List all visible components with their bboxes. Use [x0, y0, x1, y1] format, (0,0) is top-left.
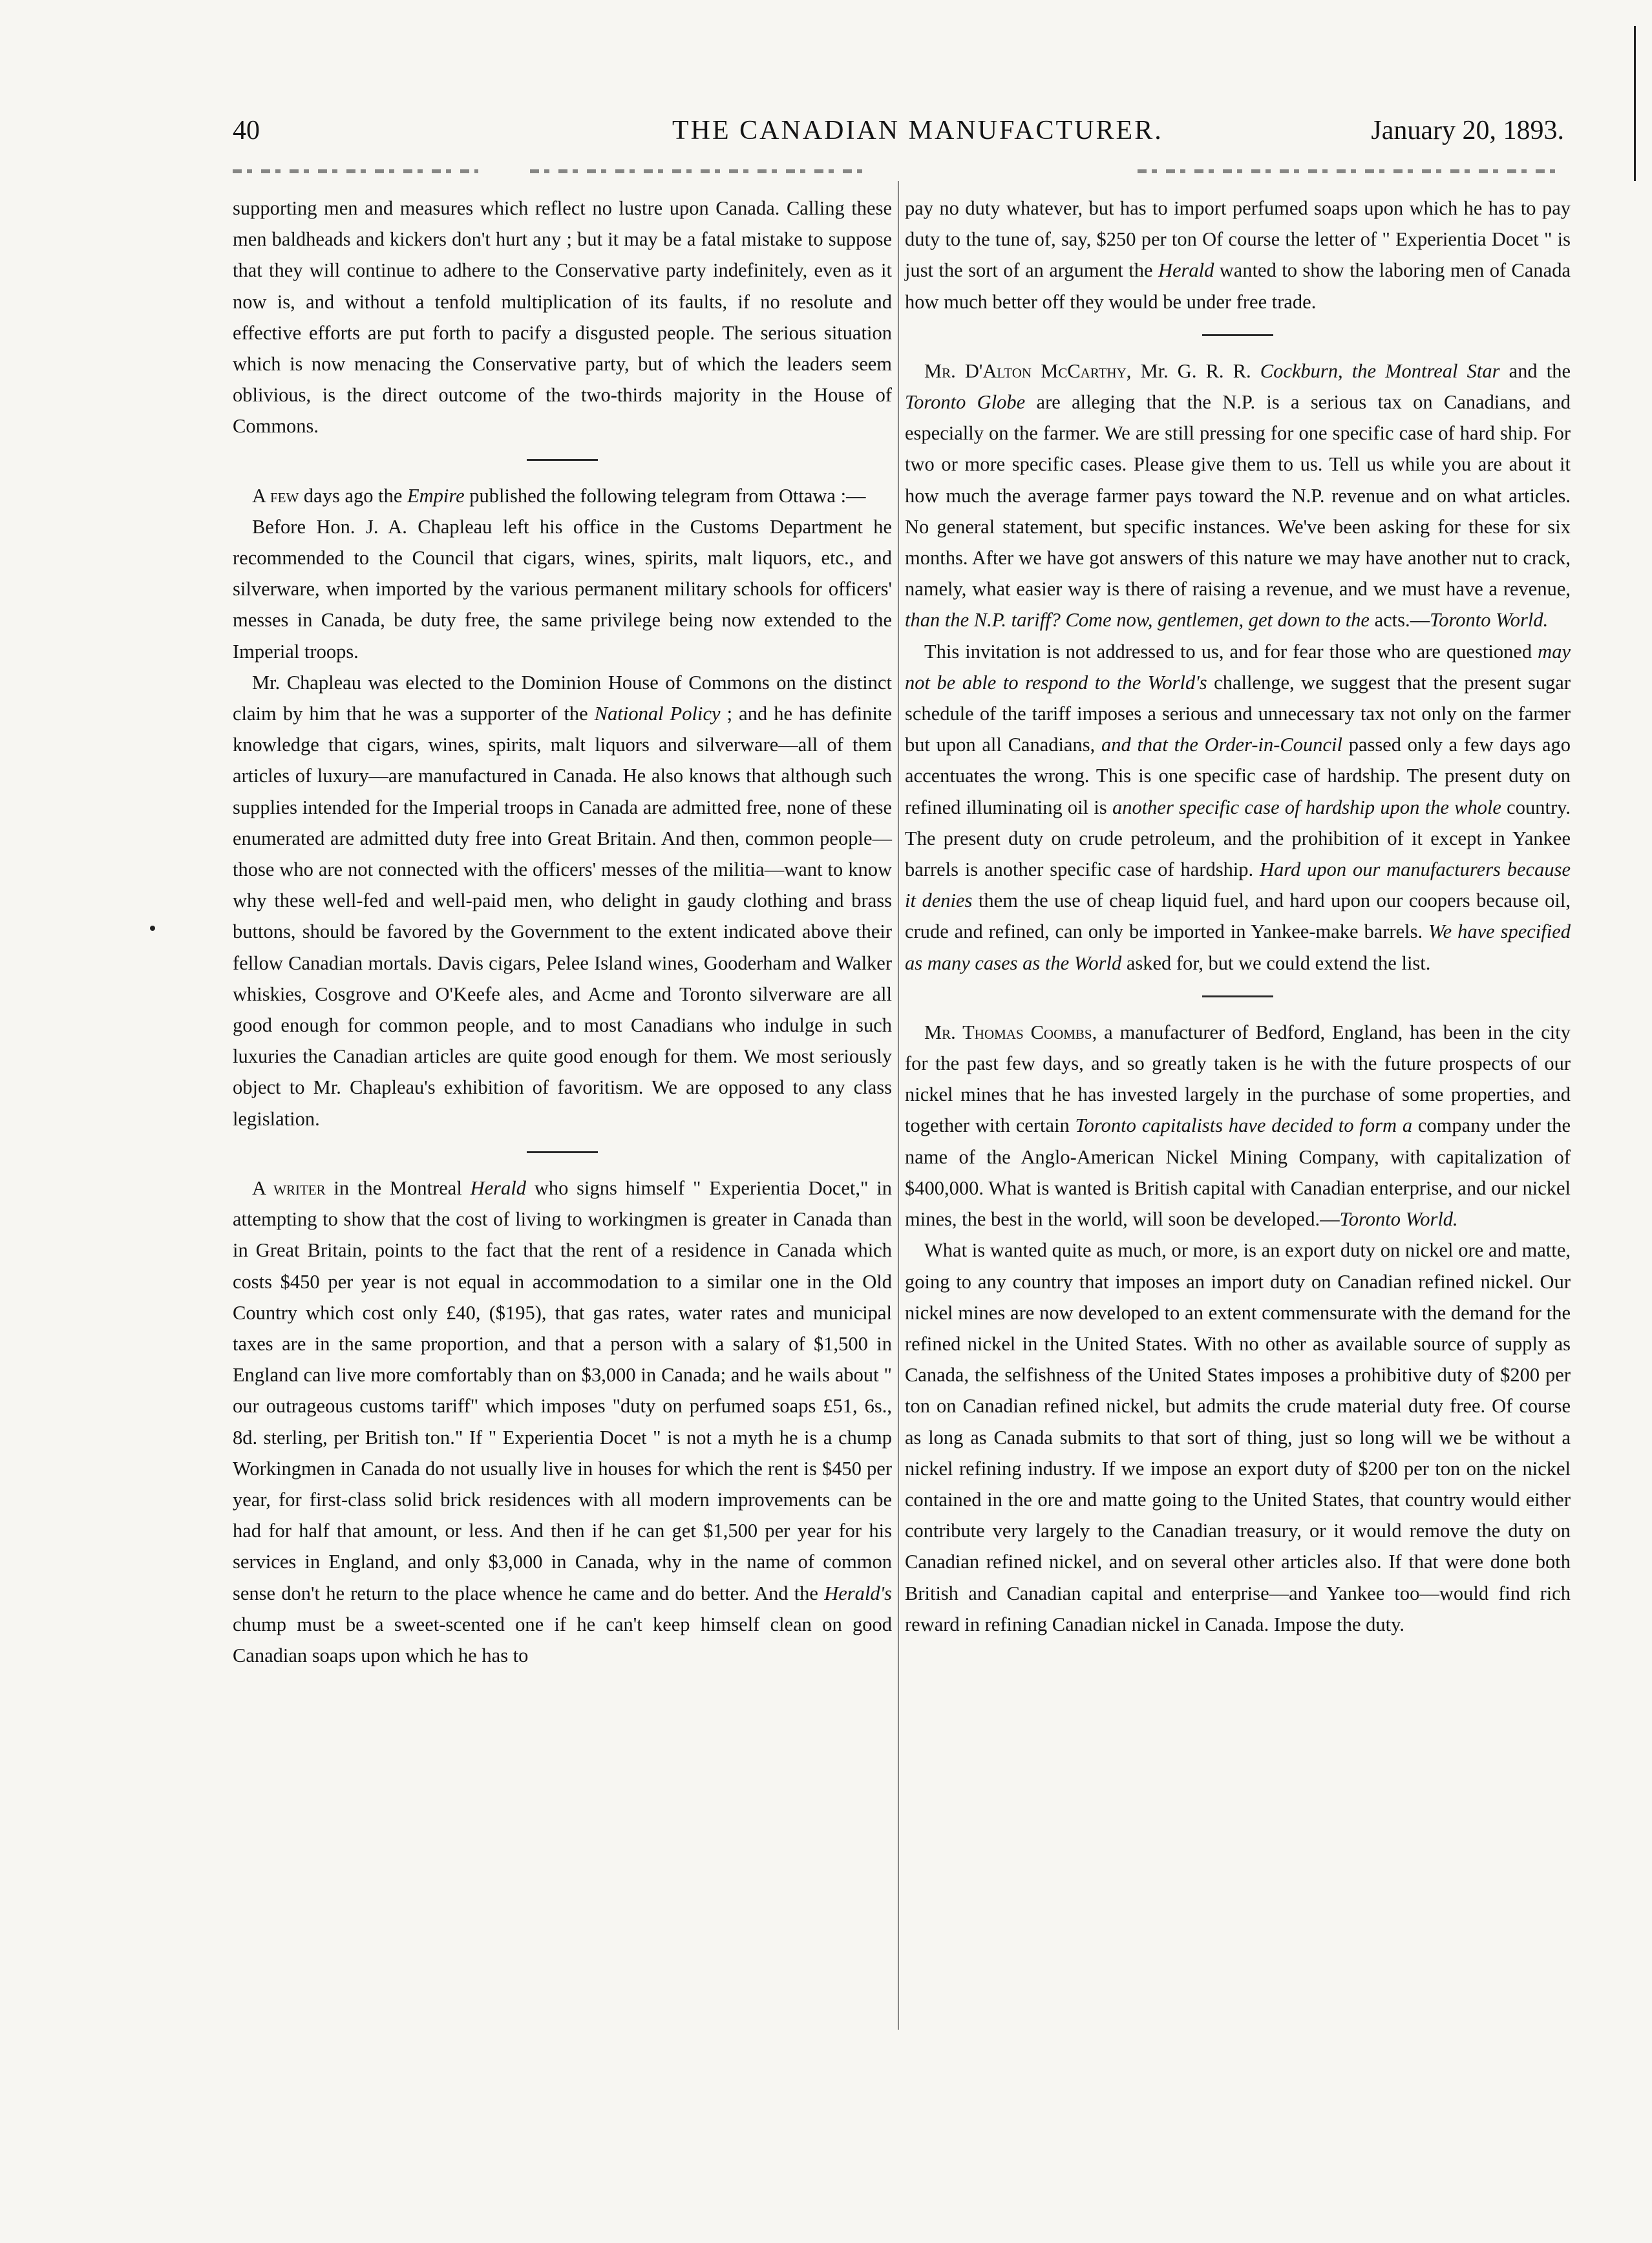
article-separator	[1202, 995, 1273, 997]
publication-title: THE CANADIAN MANUFACTURER.	[672, 116, 1163, 145]
article-nickel-export-duty: What is wanted quite as much, or more, is an export duty on nickel ore and matte, going to any country that imposes an import duty on Canadian refined nickel. Our nickel mines are now developed to an extent commensurate with the demand for the refined nickel in the United States. With no other as available source of supply as Canada, the selfishness of the United States imposes a prohibitive duty of $200 per ton on Canadian refined nickel, but admits the crude material duty free. Of course as long as Canada submits to that sort of thing, just so long will we be without a nickel refining industry. If we impose an export duty of $200 per ton on the nickel contained in the ore and matte going to the United States, that country would either contribute very largely to the Canadian treasury, or it would remove the duty on Canadian refined nickel, and on several other articles also. If that were done both British and Canadian capital and enterprise—and Yankee too—would find rich reward in refining Canadian nickel in Canada. Impose the duty.	[905, 1239, 1571, 1635]
article-continuation: supporting men and measures which reflect no lustre upon Canada. Calling these men baldheads and kickers don't hurt any ; but it may be a fatal mistake to suppose that they will continue to adhere to the Conservative party indefinitely, even as it now is, and without a tenfold multiplication of its faults, if no resolute and effective efforts are put forth to pacify a disgusted people. The serious situation which is now menacing the Conservative party, but of which the leaders seem oblivious, is the direct outcome of the two-thirds majority in the House of Commons.	[233, 197, 892, 438]
telegram-quote: Before Hon. J. A. Chapleau left his office in the Customs Department he recommended to the Council that cigars, wines, spirits, malt liquors, etc., and silverware, when imported by the various permanent military schools for officers' messes in Canada, be duty free, the same privilege being now extended to the Imperial troops.	[233, 515, 892, 663]
article-reply-specific-cases: This invitation is not addressed to us, and for fear those who are questioned may not be able to respond to the World's challenge, we suggest that the present sugar schedule of the tariff imposes a serious and unnecessary tax not only on the farmer but upon all Canadians, and that the Order-in-Council passed only a few days ago accentuates the wrong. This is one specific case of hardship. The present duty on refined illuminating oil is another specific case of hardship upon the whole country. The present duty on crude petroleum, and the prohibition of it except in Yankee barrels is another specific case of hardship. Hard upon our manufacturers because it denies them the use of cheap liquid fuel, and hard upon our coopers because oil, crude and refined, can only be imported in Yankee-make barrels. We have specified as many cases as the World asked for, but we could extend the list.	[905, 640, 1571, 974]
quote-nickel-company: Mr. Thomas Coombs, a manufacturer of Bedford, England, has been in the city for the past few days, and so greatly taken is he with the future prospects of our nickel mines that he has invested largely in the purchase of some properties, and together with certain Toronto capitalists have decided to form a company under the name of the Anglo-American Nickel Mining Company, with capitalization of $400,000. What is wanted is British capital with Canadian enterprise, and our nickel mines, the best in the world, will soon be developed.—Toronto World.	[905, 1021, 1571, 1231]
right-column	[905, 193, 1571, 1640]
article-continuation-soaps: pay no duty whatever, but has to import perfumed soaps upon which he has to pay duty to the tune of, say, $250 per ton Of course the letter of " Experientia Docet " is just the sort of an argument the Herald wanted to show the laboring men of Canada how much better off they would be under free trade.	[905, 197, 1571, 313]
article-separator	[1202, 334, 1273, 336]
issue-date: January 20, 1893.	[1371, 116, 1564, 145]
page-edge-mark	[1634, 26, 1636, 181]
margin-dot	[150, 926, 155, 931]
article-chapleau-body: Mr. Chapleau was elected to the Dominion House of Commons on the distinct claim by him that he was a supporter of the National Policy ; and he has definite knowledge that cigars, wines, spirits, malt liquors and silverware—all of them articles of luxury—are manufactured in Canada. He also knows that although such supplies intended for the Imperial troops in Canada are admitted free, none of these enumerated are admitted duty free into Great Britain. And then, common people—those who are not connected with the officers' messes of the militia—want to know why these well-fed and well-paid men, who delight in gaudy clothing and brass buttons, should be favored by the Government to the extent indicated above their fellow Canadian mortals. Davis cigars, Pelee Island wines, Gooderham and Walker whiskies, Cosgrove and O'Keefe ales, and Acme and Toronto silverware are all good enough for common people, and to most Canadians who indulge in such luxuries the Canadian articles are quite good enough for them. We most seriously object to Mr. Chapleau's exhibition of favoritism. We are opposed to any class legislation.	[233, 671, 893, 1130]
article-chapleau-intro: A few days ago the Empire published the following telegram from Ottawa :—	[252, 484, 866, 507]
column-divider	[898, 181, 899, 2030]
header-rule-mid	[530, 169, 866, 173]
article-experientia-docet: A writer in the Montreal Herald who signs himself " Experientia Docet," in attempting to show that the cost of living to workingmen is greater in Canada than in Great Britain, points to the fact that the rent of a residence in Canada which costs $450 per year is not equal in accommodation to a similar one in the Old Country which cost only £40, ($195), that gas rates, water rates and municipal taxes are in the same proportion, and that a person with a salary of $1,500 in England can live more comfortably than on $3,000 in Canada; and he wails about " our outrageous customs tariff" which imposes "duty on perfumed soaps £51, 6s., 8d. sterling, per British ton." If " Experientia Docet " is not a myth he is a chump Workingmen in Canada do not usually live in houses for which the rent is $450 per year, for first-class solid brick residences with all modern improvements can be had for half that amount, or less. And then if he can get $1,500 per year for his services in England, and only $3,000 in Canada, why in the name of common sense don't he return to the place whence he came and do better. And the Herald's chump must be a sweet-scented one if he can't keep himself clean on good Canadian soaps upon which he has to	[233, 1176, 892, 1666]
header-rule-right	[1138, 169, 1564, 173]
article-separator	[527, 1151, 598, 1153]
left-column	[233, 193, 892, 1671]
quote-toronto-world-np: Mr. D'Alton McCarthy, Mr. G. R. R. Cockburn, the Montreal Star and the Toronto Globe are alleging that the N.P. is a serious tax on Canadians, and especially on the farmer. We are still pressing for one specific case of hard ship. For two or more specific cases. Please give them to us. Tell us while you are about it how much the average farmer pays toward the N.P. revenue and on what articles. No general statement, but specific instances. We've been asking for these for six months. After we have got answers of this nature we may have another nut to crack, namely, what easier way is there of raising a revenue, and we must have a revenue, than the N.P. tariff? Come now, gentlemen, get down to the acts.—Toronto World.	[905, 359, 1571, 632]
page-number: 40	[233, 116, 260, 145]
article-separator	[527, 459, 598, 461]
page-header	[233, 115, 1564, 154]
header-rule-left	[233, 169, 478, 173]
